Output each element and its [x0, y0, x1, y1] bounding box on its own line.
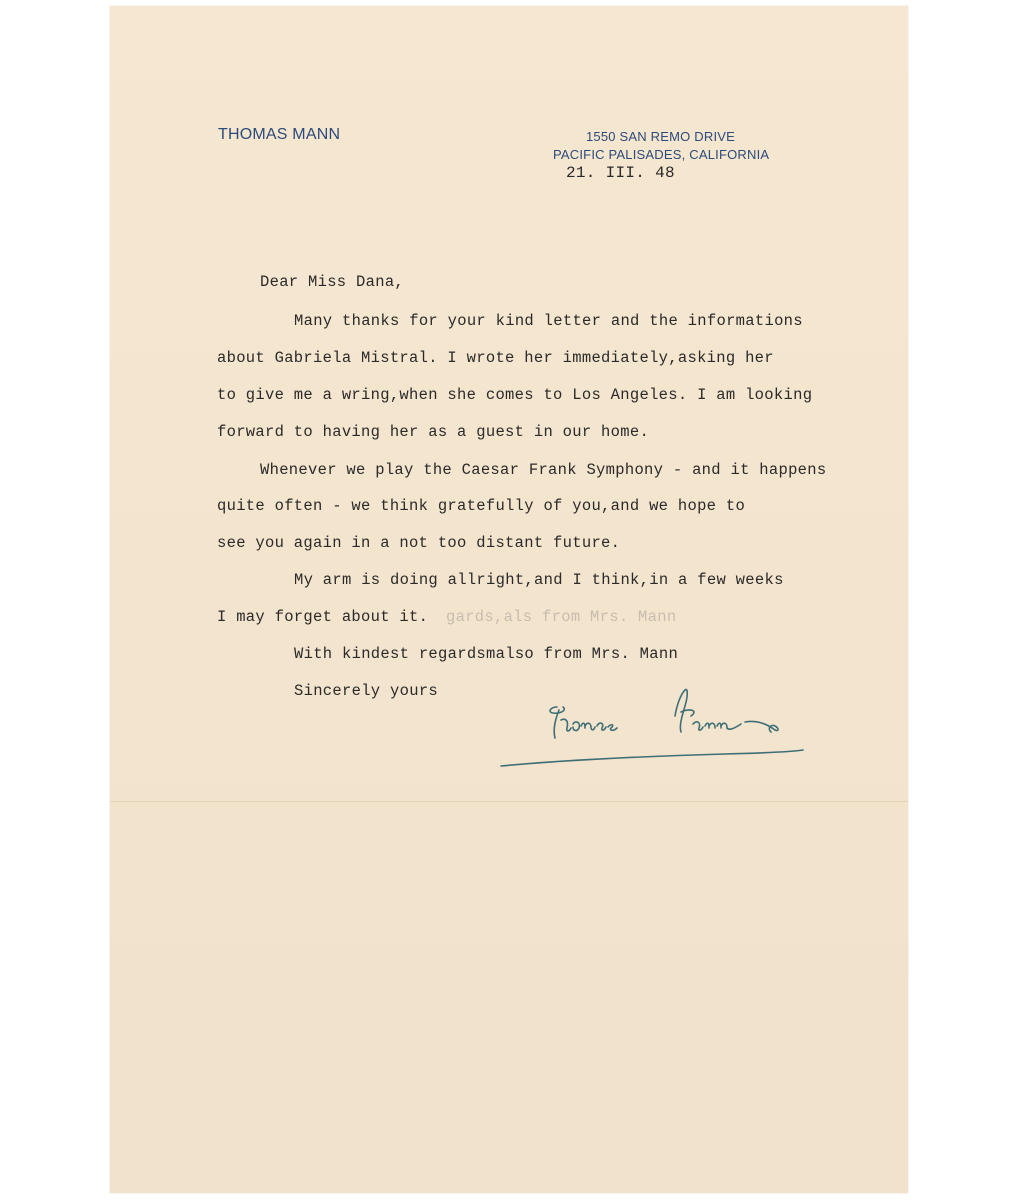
body-line-8: My arm is doing allright,and I think,in a few weeks — [294, 571, 784, 589]
body-line-5: Whenever we play the Caesar Frank Symphony - and it happens — [260, 461, 827, 479]
letterhead-address-line1: 1550 SAN REMO DRIVE — [586, 129, 736, 144]
paper-fold-line — [110, 801, 908, 802]
body-line-6: quite often - we think gratefully of you,and we hope to — [217, 497, 746, 515]
erased-text: gards,als from Mrs. Mann — [446, 608, 677, 626]
body-line-7: see you again in a not too distant future. — [217, 534, 621, 552]
letter-date: 21. III. 48 — [566, 164, 675, 182]
letterhead-name: THOMAS MANN — [218, 126, 341, 143]
salutation: Dear Miss Dana, — [260, 273, 405, 291]
handwritten-signature — [495, 676, 815, 776]
body-line-1: Many thanks for your kind letter and the informations — [294, 312, 803, 330]
body-line-2: about Gabriela Mistral. I wrote her immediately,asking her — [217, 349, 774, 367]
closing-line: With kindest regardsmalso from Mrs. Mann — [294, 645, 679, 663]
body-line-4: forward to having her as a guest in our home. — [217, 423, 650, 441]
body-line-3: to give me a wring,when she comes to Los Angeles. I am looking — [217, 386, 813, 404]
letter-paper — [110, 6, 908, 1193]
sign-off: Sincerely yours — [294, 682, 439, 700]
body-line-9: I may forget about it. — [217, 608, 429, 626]
letterhead-address-line2: PACIFIC PALISADES, CALIFORNIA — [553, 147, 770, 162]
